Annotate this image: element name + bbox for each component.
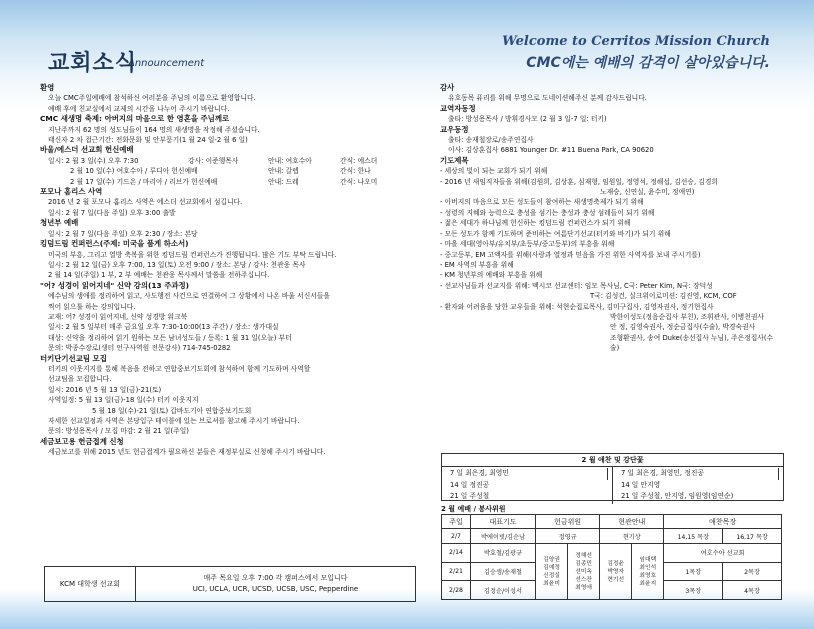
text-line: 일시: 2 월 7 일(다음 주일) 오후 3:00 출발: [48, 208, 176, 217]
section-heading: 기도제목: [440, 155, 469, 165]
text-line: 출타: 방성용목사 / 방휘경사모 (2 월 3 일-7 일: 터키): [448, 115, 607, 124]
welcome-banner: Welcome to Cerritos Mission Church: [502, 34, 770, 49]
prayer-item: - 2016 년 새임직자들을 위해(김원희, 김상훈, 심재형, 임원일, 정영석, 정해섭, 김선승, 김경희: [440, 177, 718, 186]
section-heading: 청년부 예배: [40, 218, 79, 228]
section-heading: 세금보고용 헌금접계 신청: [40, 436, 124, 446]
prayer-item: 안 정, 김영숙권사, 정순금집사(수술), 박경숙권사: [610, 323, 756, 332]
table-row: 2/21 김승생/송재철 1목장 2목장: [442, 562, 782, 581]
prayer-item: 노재승, 신연실, 윤수미, 정애연): [600, 188, 695, 197]
kcm-info: [136, 567, 415, 601]
tagline: CMC에는 예배의 감격이 살아있습니다.: [526, 55, 770, 71]
prayer-item: - 환자와 어려움을 당한 교우들을 위해: 석현순집로목사, 김미구집사, 김영자권사, 정기현집사: [440, 302, 714, 311]
column-header: 대표기도: [471, 515, 536, 529]
schedule-row: 2 월 10 일(수) 여호수아 / 루디아 헌신예배 안내: 갈렙 간식: 한나: [70, 167, 371, 176]
section-heading: CMC 새생명 축제: 아버지의 마음으로 한 영혼을 주님께로: [40, 114, 230, 124]
section-heading: 감사: [440, 83, 455, 92]
column-header: 현관안내: [600, 515, 664, 529]
offering-members-b: 정해선 김종민 선미옥 선스잔 최영애: [568, 544, 600, 600]
text-line: 유호동목 퓨리를 위해 무명으로 도네이션해주신 분께 감사드립니다.: [448, 94, 647, 103]
usher-members-b: 임대택 최인석 최영호 최윤지: [632, 544, 664, 600]
prayer-item: - 모든 성도가 함께 기도하며 준비하는 여름단기선교(터키와 바기)가 되기 위해: [440, 229, 671, 238]
meal-group: 여호수아 선교회: [664, 544, 782, 563]
text-line: 일시: 2 월 5 일부터 매주 금요일 오후 7:30-10:00(13 주간) / 장소: 생가대실: [48, 323, 279, 332]
prayer-item: - 성령의 지혜와 능력으로 충성을 섬기는 충성과 충성 섬레들이 되기 위해: [440, 208, 655, 217]
text-line: 교재: 어? 성경이 읽어지네, 신약 성경방 워크북: [48, 312, 188, 321]
column-header: 헌금위원: [536, 515, 600, 529]
prayer-item: 조형환권사, 송여 Duke(송선집사 누님), 주은정집사(수술): [610, 333, 774, 353]
text-line: 5 월 18 일(수)-21 일(토) 갑바도기아 연합중보기도회: [92, 406, 252, 415]
section-heading: 터키단기선교팀 모집: [40, 353, 107, 363]
text-line: 일시: 2016 년 5 월 13 일(금)-21(토): [48, 385, 162, 394]
altar-flowers-title: 2 월 애찬 및 강단꽃: [442, 454, 783, 467]
prayer-item: - 마을 세대(영아부/유치부/초등부/중고등부)의 부흥을 위해: [440, 240, 615, 249]
section-heading: 포모나 홈리스 사역: [40, 187, 103, 197]
text-line: 예수님의 생애를 정리하여 읽고, 사도행전 사건으로 연결하여 그 상황에서 나온 바울 서신서들을: [48, 292, 330, 301]
section-heading: 킹덤드림 컨퍼런스(주제: 미국을 품게 하소서): [40, 239, 189, 249]
text-line: 자세한 선교일정과 사역은 본당입구 테이블에 있는 브로셔를 참고해 주시기 바랍니다.: [48, 417, 300, 425]
prayer-item: - 세상의 빛이 되는 교회가 되기 위해: [440, 167, 548, 176]
text-line: 찍어 읽으툴 하는 강의입니다.: [48, 302, 136, 311]
altar-flowers-box: [441, 453, 784, 501]
service-table: [441, 514, 782, 600]
table-row: 2/28 김정순/이성서 3목장 4목장: [442, 581, 782, 600]
prayer-item: - 젊은 세대가 하나님께 헌신하는 킹덤드림 컨퍼런스가 되기 위해: [440, 219, 631, 228]
text-line: 출타: 송재철장로/송주연집사: [448, 136, 534, 145]
text-line: 문의: 방성용목사 / 모집 마감: 2 월 21 일(주일): [48, 427, 189, 436]
kcm-schedule: 매주 목요일 오후 7:00 각 캠퍼스에서 모입니다: [203, 574, 348, 582]
column-header: 애찬목장: [664, 515, 782, 529]
text-line: 이사: 김상훈집사 6881 Younger Dr. #11 Buena Park, CA 90620: [448, 146, 654, 155]
prayer-item: - 아버지의 마음으로 모든 성도들이 참여하는 새생명축제가 되기 위해: [440, 198, 644, 207]
page-title: 교회소식: [48, 51, 138, 76]
kcm-label: KCM 대학생 선교회: [45, 567, 136, 601]
text-line: 오늘 CMC주일예배에 참석하신 여러분을 주님의 이름으로 환영합니다.: [48, 94, 256, 103]
text-line: 예배 후에 친교실에서 교제의 시간을 나누어 주시기 바랍니다.: [48, 104, 230, 113]
text-line: 2016 년 2 월 포모나 홈리스 사역은 에스더 선교회에서 섬깁니다.: [48, 198, 243, 207]
prayer-item: - 선교사님들과 선교지를 위해: 멕시코 선교센터: 임모 목사님, C국: Peter Kim, N국: 장덕성: [440, 281, 713, 290]
text-line: 일시: 2 월 7 일(다음 주일) 오후 2:30 / 장소: 본당: [48, 229, 198, 238]
usher-members-a: 김정윤 박영자 현기선: [600, 544, 632, 600]
service-table-title: 2 월 예배 / 봉사위원: [441, 505, 506, 513]
text-line: 일시: 2 월 12 일(금) 오후 7:00, 13 일(토) 오전 9:00 / 장소: 본당 / 강사: 천관웅 목사: [48, 260, 306, 269]
text-line: 선교팀을 모집합니다.: [48, 375, 112, 384]
section-heading: 바울/에스더 선교회 헌신예배: [40, 145, 134, 155]
text-line: 지난주까지 62 명의 성도님들이 164 명의 새생명을 작정해 주셨습니다.: [48, 125, 260, 134]
prayer-item: - EM 사역의 부흥을 위해: [440, 260, 514, 269]
text-line: 세금보고를 위해 2015 년도 헌금접계가 필요하신 분들은 재정부실로 신청해 주시기 바랍니다.: [48, 448, 326, 457]
text-line: 태신자 2 차 접근기간: 전화문화 및 안부묻기(1 월 24 일-2 월 6 일): [48, 136, 248, 145]
text-line: 2 월 14 일(주일) 1 부, 2 부 예배는 천관웅 목사께서 말씀을 전하주십니다.: [48, 271, 270, 280]
section-heading: 환영: [40, 83, 55, 92]
text-line: 미국의 부흥, 그리고 열방 축복을 위한 킹덤드림 컨퍼런스가 진행됩니다. 많은 기도 부탁 드립니다.: [48, 250, 337, 259]
kcm-box: [44, 566, 416, 602]
altar-flowers-left: 7 일 최은경, 최영민 14 일 정진공 21 일 주성철: [442, 467, 613, 504]
section-heading: 교역자동정: [440, 103, 476, 113]
prayer-item: - 중고등부, EM 고액자를 위해(사랑과 열정과 믿음을 가진 위한 사역자를 보내 주시기를): [440, 250, 701, 259]
kcm-campuses: UCI, UCLA, UCR, UCSD, UCSB, USC, Pepperdine: [192, 585, 359, 593]
text-line: 문의: 박종수장로(생터 언구사역원 전문강사) 714-745-0282: [48, 344, 231, 353]
altar-flowers-right: 7 일 최은경, 최영민, 정진공 14 일 안지영 21 일 주성철, 안지영, 임원영(임연순): [613, 467, 783, 504]
left-column: [40, 83, 420, 458]
table-row: 2/14 박효철/김광규 김양권 김예정 신정실 최윤미 정해선 김종민 선미옥 선스잔 최영애 김정윤 박영자 현기선 임대택 최인석 최영호 최윤지 여호수아 선교회: [442, 544, 782, 563]
prayer-item: 박한이성도(정음순집사 부친), 조휘관사, 이병천권사: [610, 312, 764, 321]
schedule-row: 일시: 2 월 3 일(수) 오후 7:30 강사: 이준행목사 안내: 여호수아 간식: 에스더: [48, 156, 378, 165]
page-subtitle: Announcement: [128, 58, 205, 69]
section-heading: "어? 성경이 읽어지네" 신약 강의(13 주과정): [40, 280, 189, 290]
table-row: 2/7 박에이빗/김순남 정영규 현기상 14,15 목장 16,17 목장: [442, 529, 782, 544]
text-line: 대상: 신약을 정리하여 읽기 원하는 모든 남녀성도들 / 등록: 1 월 31 일(오늘) 부터: [48, 333, 292, 342]
text-line: 사역일정: 5 월 13 일(금)-18 일(수) 터키 이웃지지: [48, 396, 199, 405]
prayer-item: - KM 청년부의 예배와 부흥을 위해: [440, 271, 543, 280]
column-header: 주일: [442, 515, 471, 529]
prayer-item: T국: 김성건, 실크위이로미션: 김진영, KCM, COF: [590, 292, 737, 301]
right-column: [440, 83, 780, 354]
schedule-row: 2 월 17 일(수) 기드온 / 마리아 / 리브가 헌신예배 안내: 드레 간식: 나오미: [70, 177, 378, 186]
offering-members-a: 김양권 김예정 신정실 최윤미: [536, 544, 568, 600]
text-line: 터키의 이웃지지를 통해 복음을 전하고 연합중보기도회에 참석하여 함께 기도하며 사역할: [48, 364, 311, 373]
section-heading: 교우동정: [440, 124, 469, 134]
